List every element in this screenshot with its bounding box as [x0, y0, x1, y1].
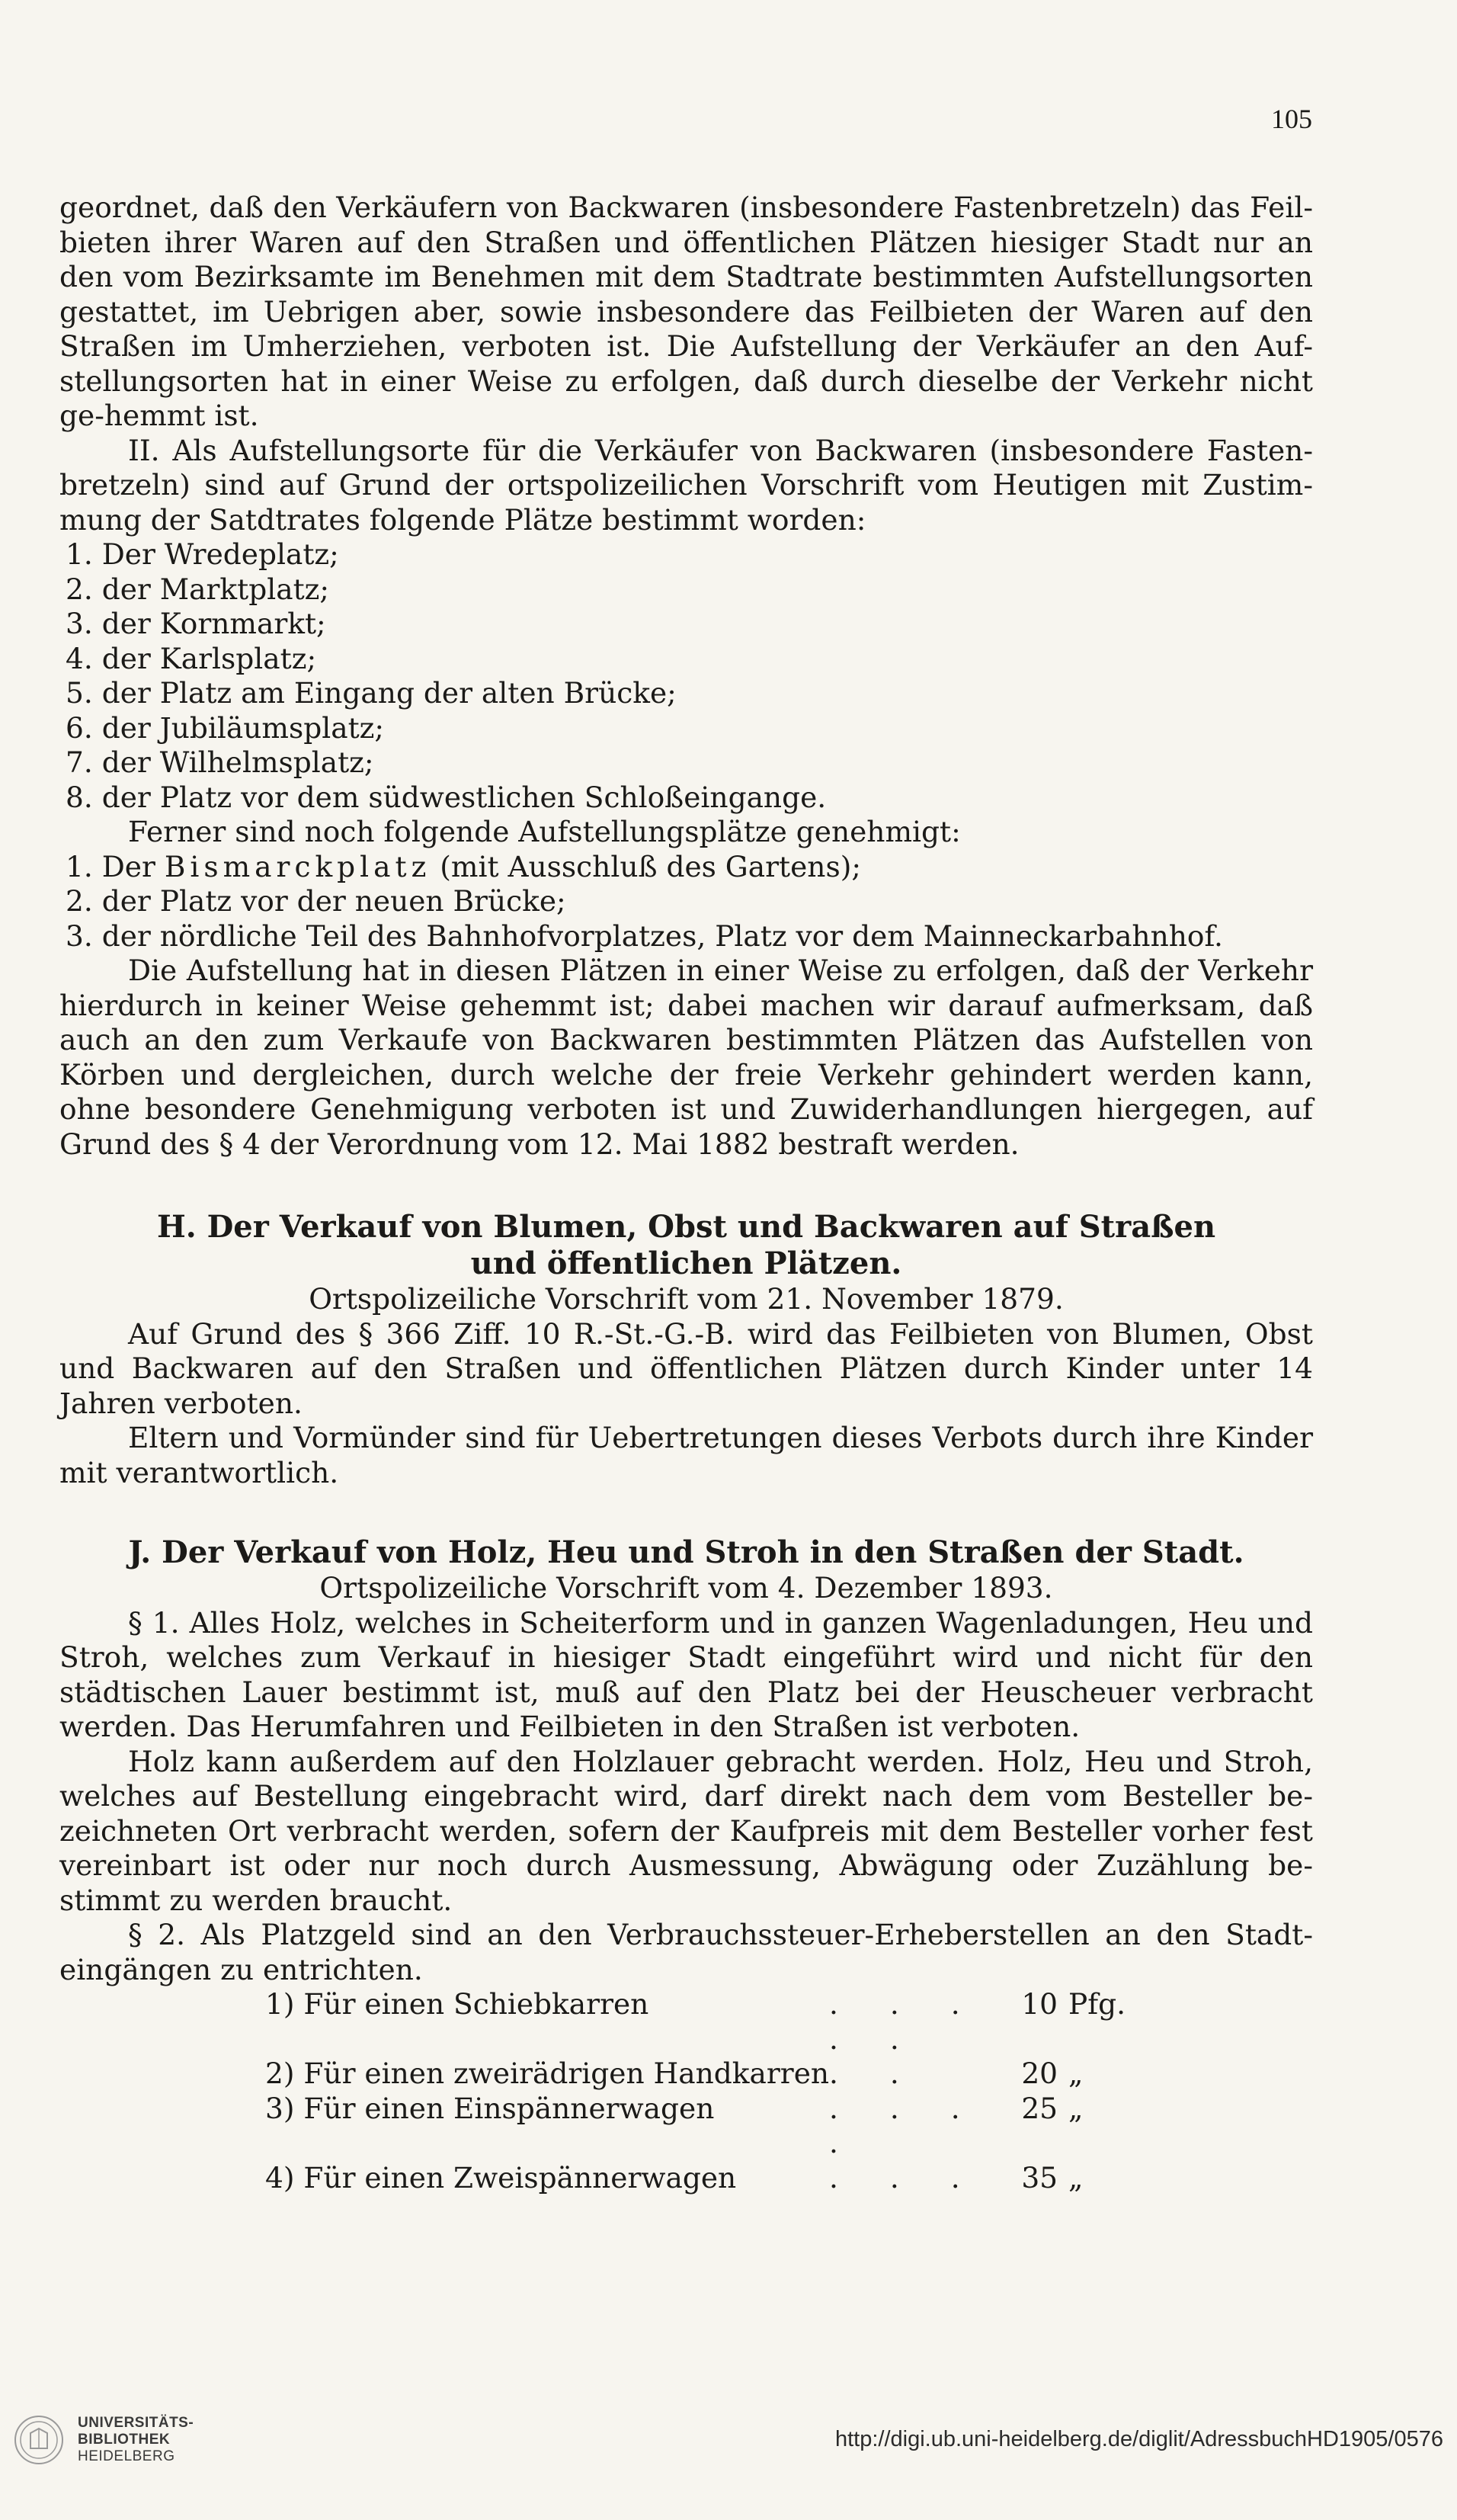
section-j-paragraph: § 1. Alles Holz, welches in Scheiterform und in ganzen Wagenladungen, Heu und Stroh, welches zum Verkauf in hiesiger Stadt eingeführt wird und nicht für den städtischen Lauer bestimmt ist, muß auf den Platz bei der Heuscheuer verbracht werden. Das Herumfahren und Feilbieten in den Straßen ist verboten.	[59, 1605, 1313, 1743]
list-text: Der	[101, 849, 165, 883]
section-j	[59, 1534, 1313, 2195]
section-j-paragraph: Holz kann außerdem auf den Holzlauer gebracht werden. Holz, Heu und Stroh, welches auf Bestellung eingebracht wird, darf direkt nach dem vom Besteller be-zeichneten Ort verbracht werden, sofern der Kaufpreis mit dem Besteller vorher fest vereinbart ist oder nur noch durch Ausmessung, Abwägung oder Zuzählung be-stimmt zu werden braucht.	[59, 1744, 1313, 1917]
fee-amount: 25	[1021, 2091, 1058, 2125]
fee-dots: . . .	[829, 2160, 981, 2195]
list-number: 1.	[66, 849, 93, 883]
section-h-paragraph: Auf Grund des § 366 Ziff. 10 R.-St.-G.-B. wird das Feilbieten von Blumen, Obst und Backwaren auf den Straßen und öffentlichen Plätzen durch Kinder unter 14 Jahren verboten.	[59, 1316, 1313, 1420]
fee-dots: . . . . .	[829, 1987, 981, 2056]
list-text: der nördliche Teil des Bahnhofvorplatzes, Platz vor dem Mainneckarbahnhof.	[101, 919, 1223, 953]
fee-label: 1) Für einen Schiebkarren	[265, 1987, 649, 2021]
fee-amount: 35	[1021, 2160, 1058, 2195]
page-number: 105	[1271, 104, 1312, 134]
logo-line: HEIDELBERG	[78, 2448, 175, 2464]
list-item: 4. der Karlsplatz;	[66, 641, 317, 675]
fee-label: 3) Für einen Einspännerwagen	[265, 2091, 715, 2125]
list-item: 3. der Kornmarkt;	[66, 607, 326, 640]
list-item	[59, 884, 1313, 919]
logo-text	[78, 2415, 194, 2465]
table-row	[265, 2057, 1137, 2092]
list-text: (mit Ausschluß des Gartens);	[431, 849, 861, 883]
source-url-link[interactable]: http://digi.ub.uni-heidelberg.de/diglit/AdressbuchHD1905/0576	[834, 2427, 1443, 2451]
table-row	[265, 2161, 1137, 2196]
list-item: 5. der Platz am Eingang der alten Brücke;	[66, 676, 677, 710]
logo-line: BIBLIOTHEK	[78, 2432, 171, 2448]
fee-unit: Pfg.	[1068, 1987, 1126, 2021]
fee-label: 4) Für einen Zweispännerwagen	[265, 2160, 737, 2195]
spacer	[59, 1162, 1313, 1209]
closing-paragraph: Die Aufstellung hat in diesen Plätzen in einer Weise zu erfolgen, daß der Verkehr hierdurch in keiner Weise gehemmt ist; dabei machen wir darauf aufmerksam, daß auch an den zum Verkaufe von Backwaren bestimmten Plätzen das Aufstellen von Körben und dergleichen, durch welche der freie Verkehr gehindert werden kann, ohne besondere Genehmigung verboten ist und Zuwiderhandlungen hiergegen, auf Grund des § 4 der Verordnung vom 12. Mai 1882 bestraft werden.	[59, 954, 1313, 1161]
section-j-paragraph: § 2. Als Platzgeld sind an den Verbrauchssteuer-Erheberstellen an den Stadt-eingängen zu entrichten.	[59, 1918, 1313, 1986]
list-item	[59, 850, 1313, 885]
library-logo[interactable]	[14, 2415, 194, 2465]
list-item: 8. der Platz vor dem südwestlichen Schloßeingange.	[66, 780, 827, 814]
list-number: 3.	[66, 919, 93, 953]
list-number: 2.	[66, 884, 93, 918]
table-row	[265, 1987, 1137, 2057]
list-item: 6. der Jubiläumsplatz;	[66, 710, 385, 745]
intro-paragraph: geordnet, daß den Verkäufern von Backwaren (insbesondere Fastenbretzeln) das Feil-bieten ihrer Waren auf den Straßen und öffentlichen Plätzen hiesiger Stadt nur an den vom Bezirksamte im Benehmen mit dem Stadtrate bestimmten Aufstellungsorten gestattet, im Uebrigen aber, sowie insbesondere das Feilbieten der Waren auf den Straßen im Umherziehen, verboten ist. Die Aufstellung der Verkäufer an den Auf-stellungsorten hat in einer Weise zu erfolgen, daß durch dieselbe der Verkehr nicht ge-hemmt ist.	[59, 191, 1313, 432]
fee-amount: 10	[1021, 1987, 1058, 2021]
section-j-heading: J. Der Verkauf von Holz, Heu und Stroh in den Straßen der Stadt.	[128, 1534, 1244, 1570]
fee-dots: . .	[829, 2057, 921, 2090]
table-row	[265, 2092, 1137, 2161]
logo-line: UNIVERSITÄTS-	[78, 2415, 194, 2431]
footer	[0, 2401, 1457, 2520]
list-item: 2. der Marktplatz;	[66, 572, 330, 606]
spaced-name: Bismarckplatz	[164, 849, 431, 883]
list-item: 1. Der Wredeplatz;	[66, 537, 339, 571]
fee-unit: „	[1068, 2091, 1084, 2125]
page-body	[59, 191, 1313, 2195]
section-ii-paragraph: II. Als Aufstellungsorte für die Verkäufer von Backwaren (insbesondere Fasten-bretzeln) sind auf Grund der ortspolizeilichen Vorschrift vom Heutigen mit Zustim-mung der Satdtrates folgende Plätze bestimmt worden:	[59, 433, 1313, 537]
places-list	[59, 537, 1313, 815]
further-intro: Ferner sind noch folgende Aufstellungsplätze genehmigt:	[128, 815, 961, 848]
seal-icon	[14, 2415, 64, 2465]
spacer	[59, 1490, 1313, 1534]
section-j-subheading: Ortspolizeiliche Vorschrift vom 4. Dezember 1893.	[319, 1571, 1053, 1605]
section-h-heading-line2: und öffentlichen Plätzen.	[470, 1246, 902, 1281]
section-h	[59, 1209, 1313, 1490]
fee-label: 2) Für einen zweirädrigen Handkarren	[265, 2057, 830, 2090]
section-h-subheading: Ortspolizeiliche Vorschrift vom 21. November 1879.	[309, 1282, 1064, 1316]
list-item	[59, 919, 1313, 954]
further-list	[59, 850, 1313, 954]
fee-unit: „	[1068, 2057, 1084, 2090]
fee-table	[265, 1987, 1137, 2195]
list-item: 7. der Wilhelmsplatz;	[66, 745, 374, 779]
fee-dots: . . . .	[829, 2091, 981, 2159]
list-text: der Platz vor der neuen Brücke;	[101, 884, 566, 918]
fee-amount: 20	[1021, 2057, 1058, 2090]
section-h-paragraph: Eltern und Vormünder sind für Uebertretungen dieses Verbots durch ihre Kinder mit verantwortlich.	[59, 1421, 1313, 1489]
fee-unit: „	[1068, 2160, 1084, 2195]
section-h-heading-line1: H. Der Verkauf von Blumen, Obst und Backwaren auf Straßen	[156, 1209, 1216, 1245]
